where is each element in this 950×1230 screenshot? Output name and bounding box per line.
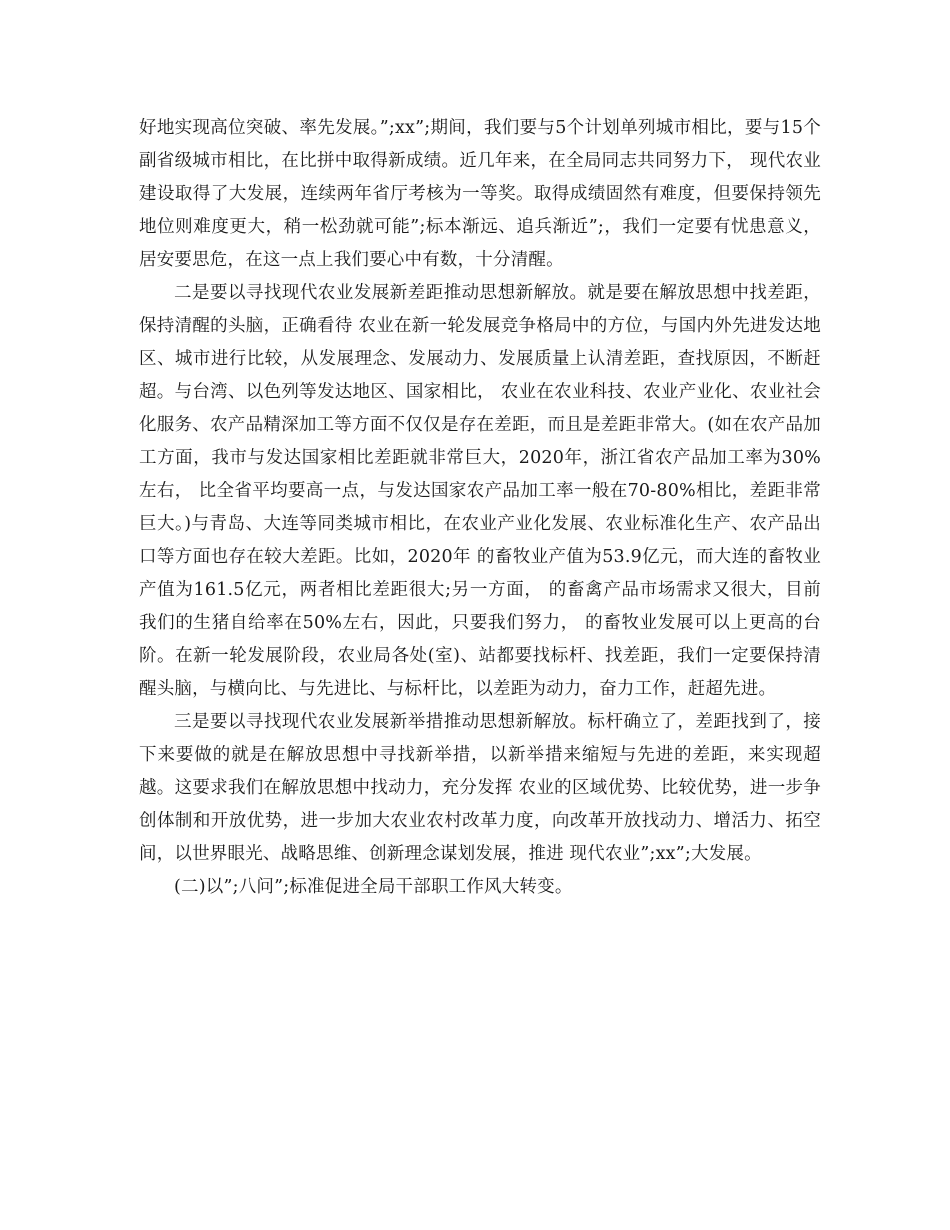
paragraph-1: 好地实现高位突破、率先发展。”;xx”;期间，我们要与5个计划单列城市相比，要与15个副省级城市相比，在比拼中取得新成绩。近几年来，在全局同志共同努力下， 现代农业建设取得了大发展，连续两年省厅考核为一等奖。取得成绩固然有难度，但要保持领先地位则难度更大，稍一松劲就可能”;标本渐远、追兵渐近”;，我们一定要有忧患意义，居安要思危，在这一点上我们要心中有数，十分清醒。 [139,118,821,270]
paragraph-2: 二是要以寻找现代农业发展新差距推动思想新解放。就是要在解放思想中找差距，保持清醒的头脑，正确看待 农业在新一轮发展竞争格局中的方位，与国内外先进发达地区、城市进行比较，从发展理念、发展动力、发展质量上认清差距，查找原因，不断赶超。与台湾、以色列等发达地区、国家相比， 农业在农业科技、农业产业化、农业社会化服务、农产品精深加工等方面不仅仅是存在差距，而且是差距非常大。(如在农产品加工方面，我市与发达国家相比差距就非常巨大，2020年，浙江省农产品加工率为30%左右， 比全省平均要高一点，与发达国家农产品加工率一般在70-80%相比，差距非常巨大。)与青岛、大连等同类城市相比，在农业产业化发展、农业标准化生产、农产品出口等方面也存在较大差距。比如，2020年 的畜牧业产值为53.9亿元，而大连的畜牧业产值为161.5亿元，两者相比差距很大;另一方面， 的畜禽产品市场需求又很大，目前我们的生猪自给率在50%左右，因此，只要我们努力， 的畜牧业发展可以上更高的台阶。在新一轮发展阶段，农业局各处(室)、站都要找标杆、找差距，我们一定要保持清醒头脑，与横向比、与先进比、与标杆比，以差距为动力，奋力工作，赶超先进。 [139,283,821,699]
document-body [139,112,821,904]
paragraph-4: (二)以”;八问”;标准促进全局干部职工作风大转变。 [174,877,573,897]
paragraph-3: 三是要以寻找现代农业发展新举措推动思想新解放。标杆确立了，差距找到了，接下来要做的就是在解放思想中寻找新举措，以新举措来缩短与先进的差距，来实现超越。这要求我们在解放思想中找动力，充分发挥 农业的区域优势、比较优势，进一步争创体制和开放优势，进一步加大农业农村改革力度，向改革开放找动力、增活力、拓空间，以世界眼光、战略思维、创新理念谋划发展，推进 现代农业”;xx”;大发展。 [139,712,821,864]
